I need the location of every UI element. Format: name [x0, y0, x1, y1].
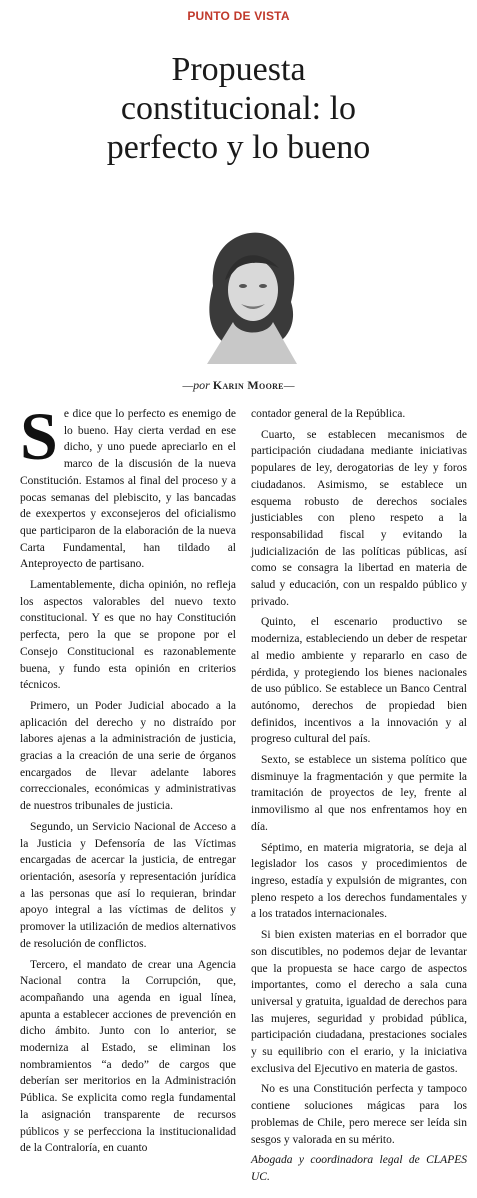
- headline-line-2: constitucional: lo: [120, 90, 357, 127]
- paragraph: Segundo, un Servicio Nacional de Acceso a la Justicia y Defensoría de las Víctimas encargadas de acercar la justicia, de entregar orientación, asesoría y representación jurídica a las personas que así lo requieran, brindar apoyo integral a las víctimas de delitos y promover la utilización de medios alternativos de resolución de conflictos.: [20, 820, 236, 950]
- author-portrait: [193, 224, 308, 364]
- paragraph-1: [20, 398, 236, 573]
- paragraph: Séptimo, en materia migratoria, se deja al legislador los casos y procedimientos de ingreso, estadía y expulsión de migrantes, con pleno respeto a los derechos fundamentales y a los tratados internacionales.: [251, 841, 467, 921]
- byline-prefix: —por: [182, 378, 210, 392]
- paragraph: No es una Constitución perfecta y tampoco contiene soluciones mágicas para los problemas de Chile, pero merece ser leída sin sesgos y valorada en su mérito.: [251, 1083, 467, 1146]
- headline-line-1: Propuesta: [171, 51, 306, 88]
- byline-suffix: —: [283, 378, 295, 392]
- paragraph: Primero, un Poder Judicial abocado a la aplicación del derecho y no distraído por labores ajenas a la administración de justicia, gracias a la creación de una serie de órganos encargados de llevar adelante labores correccionales, económicas y administrativas de nuestros tribunales de justicia.: [20, 699, 236, 813]
- paragraph-continuation: contador general de la República.: [251, 408, 406, 420]
- headline-line-3: perfecto y lo bueno: [106, 129, 371, 166]
- paragraph-1-text: e dice que lo perfecto es enemigo de lo bueno. Hay cierta verdad en ese dicho, y uno puede apreciarlo en el marco de la discusión de la nueva Constitución. Estamos al final del proceso y a pocas semanas del plebiscito, y las bancadas de exexpertos y exconsejeros del oficialismo que participaron de la elaboración de la nueva Carta Fundamental, han tildado al Anteproyecto de partisano.: [20, 408, 236, 571]
- paragraph: Quinto, el escenario productivo se moderniza, estableciendo un deber de respetar al medio ambiente y repararlo en caso de pérdida, y protegiendo los bienes nacionales de uso público. Se establece un Banco Central autónomo, derechos de propiedad bien definidos, incentivos a la innovación y al progreso cultural del país.: [251, 616, 467, 746]
- author-name: Karin Moore: [212, 378, 284, 392]
- paragraph: Lamentablemente, dicha opinión, no refleja los aspectos valorables del nuevo texto constitucional. Y es que no hay Constitución perfecta, pero la que se propone por el Consejo Constitucional es razonablemente buena, y fundo esta opinión en criterios técnicos.: [20, 579, 236, 692]
- byline: [0, 378, 477, 393]
- paragraph: Si bien existen materias en el borrador que son discutibles, no podemos dejar de levantar que la propuesta se hace cargo de aspectos importantes, como el derecho a sala cuna universal y gratuita, igualdad de derechos para las mujeres, seguridad y probidad pública, participación ciudadana, prestaciones sociales y su equilibrio con el erario, y la iniciativa exclusiva del Ejecutivo en materia de gastos.: [251, 929, 467, 1075]
- paragraph: Cuarto, se establecen mecanismos de participación ciudadana mediante iniciativas populares de ley, derogatorias de ley y foros ciudadanos. Asimismo, se establece un esquema robusto de derechos sociales justiciables con pleno respeto a la responsabilidad fiscal y evitando la judicialización de las políticas públicas, así como se consagra la libertad en materia de salud y educación, con un respaldo público y privado.: [251, 428, 467, 608]
- paragraph: Sexto, se establece un sistema político que disminuye la fragmentación y que permite la tramitación de proyectos de ley, frente al inmovilismo al que nos enfrentamos hoy en día.: [251, 754, 467, 833]
- author-signature: Abogada y coordinadora legal de CLAPES UC.: [251, 1154, 467, 1183]
- section-kicker: PUNTO DE VISTA: [187, 9, 290, 23]
- drop-cap: S: [20, 398, 58, 474]
- article-column-right: [251, 406, 467, 1190]
- headline: [20, 50, 457, 167]
- paragraph: Tercero, el mandato de crear una Agencia Nacional contra la Corrupción, que, acompañando una agenda en igual línea, apunta a establecer acciones de prevención en dicho ámbito. Junto con lo anterior, se moderniza al Estado, se eliminan los nombramientos “a dedo” de cargos que deberían ser meritorios en la Administración Pública. Se explicita como regla fundamental la asignación transparente de recursos públicos y se perfecciona la institucionalidad de la Contraloría, en cuanto: [20, 958, 236, 1155]
- article-column-left: [20, 398, 236, 1161]
